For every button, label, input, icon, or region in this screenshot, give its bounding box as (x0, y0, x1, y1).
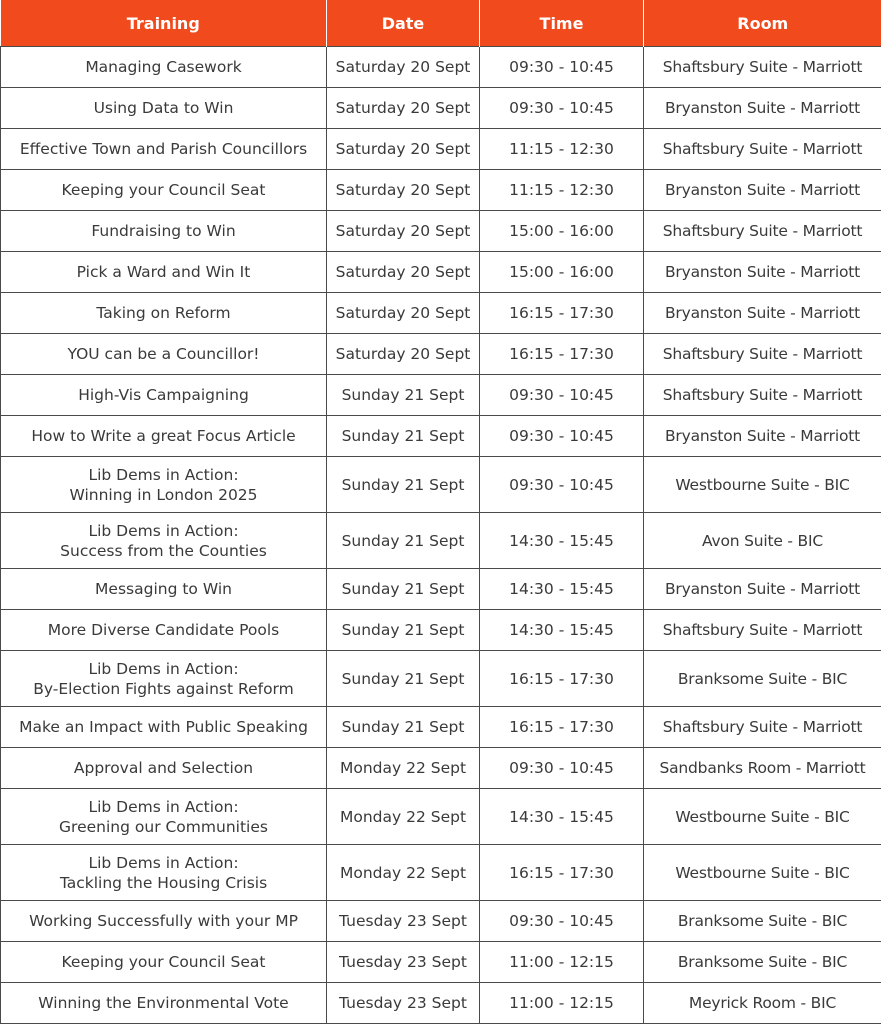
time-cell: 09:30 - 10:45 (480, 375, 644, 416)
time-cell: 16:15 - 17:30 (480, 707, 644, 748)
room-cell: Shaftsbury Suite - Marriott (644, 375, 881, 416)
training-title-line: Lib Dems in Action: (88, 853, 239, 872)
training-title-line: Working Successfully with your MP (29, 912, 298, 930)
date-cell: Tuesday 23 Sept (327, 901, 480, 942)
date-cell: Monday 22 Sept (327, 789, 480, 845)
training-title-line: Pick a Ward and Win It (76, 263, 251, 281)
room-cell: Bryanston Suite - Marriott (644, 416, 881, 457)
table-row (1, 211, 881, 252)
header-date: Date (327, 0, 480, 47)
room-cell: Avon Suite - BIC (644, 513, 881, 569)
room-cell: Westbourne Suite - BIC (644, 789, 881, 845)
training-cell (1, 211, 327, 252)
training-title-line: YOU can be a Councillor! (67, 345, 260, 363)
table-row (1, 47, 881, 88)
training-cell (1, 983, 327, 1024)
training-title-line: Lib Dems in Action: (88, 659, 239, 678)
training-cell (1, 901, 327, 942)
training-cell (1, 942, 327, 983)
date-cell: Saturday 20 Sept (327, 47, 480, 88)
room-cell: Westbourne Suite - BIC (644, 845, 881, 901)
table-row (1, 334, 881, 375)
training-title-line: Success from the Counties (60, 541, 267, 560)
time-cell: 14:30 - 15:45 (480, 789, 644, 845)
training-cell (1, 651, 327, 707)
table-row (1, 457, 881, 513)
room-cell: Bryanston Suite - Marriott (644, 569, 881, 610)
header-row (1, 0, 881, 47)
date-cell: Sunday 21 Sept (327, 610, 480, 651)
time-cell: 11:15 - 12:30 (480, 170, 644, 211)
date-cell: Saturday 20 Sept (327, 129, 480, 170)
room-cell: Branksome Suite - BIC (644, 901, 881, 942)
date-cell: Saturday 20 Sept (327, 88, 480, 129)
table-row (1, 416, 881, 457)
training-cell (1, 47, 327, 88)
time-cell: 16:15 - 17:30 (480, 334, 644, 375)
training-title-line: Winning the Environmental Vote (38, 994, 289, 1012)
table-row (1, 252, 881, 293)
table-row (1, 845, 881, 901)
room-cell: Branksome Suite - BIC (644, 942, 881, 983)
training-title-line: How to Write a great Focus Article (31, 427, 296, 445)
training-cell (1, 88, 327, 129)
date-cell: Sunday 21 Sept (327, 651, 480, 707)
training-cell (1, 375, 327, 416)
time-cell: 09:30 - 10:45 (480, 47, 644, 88)
header-time: Time (480, 0, 644, 47)
training-cell (1, 789, 327, 845)
table-row (1, 293, 881, 334)
training-title-line: Greening our Communities (59, 817, 268, 836)
date-cell: Saturday 20 Sept (327, 252, 480, 293)
room-cell: Meyrick Room - BIC (644, 983, 881, 1024)
training-title-line: Winning in London 2025 (69, 485, 258, 504)
training-cell (1, 457, 327, 513)
date-cell: Sunday 21 Sept (327, 457, 480, 513)
date-cell: Saturday 20 Sept (327, 211, 480, 252)
training-cell (1, 334, 327, 375)
room-cell: Bryanston Suite - Marriott (644, 293, 881, 334)
room-cell: Shaftsbury Suite - Marriott (644, 47, 881, 88)
room-cell: Shaftsbury Suite - Marriott (644, 610, 881, 651)
room-cell: Shaftsbury Suite - Marriott (644, 211, 881, 252)
training-cell (1, 845, 327, 901)
time-cell: 15:00 - 16:00 (480, 252, 644, 293)
training-cell (1, 610, 327, 651)
table-row (1, 707, 881, 748)
time-cell: 09:30 - 10:45 (480, 416, 644, 457)
time-cell: 16:15 - 17:30 (480, 651, 644, 707)
table-row (1, 610, 881, 651)
table-row (1, 901, 881, 942)
training-title-line: Make an Impact with Public Speaking (19, 718, 308, 736)
training-title-line: By-Election Fights against Reform (33, 679, 294, 698)
training-title-line: Tackling the Housing Crisis (59, 873, 268, 892)
table-row (1, 942, 881, 983)
date-cell: Sunday 21 Sept (327, 569, 480, 610)
date-cell: Saturday 20 Sept (327, 170, 480, 211)
date-cell: Monday 22 Sept (327, 748, 480, 789)
room-cell: Bryanston Suite - Marriott (644, 88, 881, 129)
training-title-line: Keeping your Council Seat (61, 181, 266, 199)
date-cell: Tuesday 23 Sept (327, 983, 480, 1024)
table-row (1, 983, 881, 1024)
time-cell: 09:30 - 10:45 (480, 901, 644, 942)
header-room: Room (644, 0, 881, 47)
date-cell: Sunday 21 Sept (327, 707, 480, 748)
training-title-line: Fundraising to Win (91, 222, 236, 240)
date-cell: Saturday 20 Sept (327, 334, 480, 375)
time-cell: 11:15 - 12:30 (480, 129, 644, 170)
table-row (1, 789, 881, 845)
time-cell: 11:00 - 12:15 (480, 942, 644, 983)
training-cell (1, 293, 327, 334)
time-cell: 16:15 - 17:30 (480, 845, 644, 901)
table-row (1, 129, 881, 170)
training-cell (1, 416, 327, 457)
training-cell (1, 252, 327, 293)
training-cell (1, 513, 327, 569)
room-cell: Westbourne Suite - BIC (644, 457, 881, 513)
time-cell: 14:30 - 15:45 (480, 610, 644, 651)
training-title-line: Messaging to Win (95, 580, 232, 598)
room-cell: Shaftsbury Suite - Marriott (644, 334, 881, 375)
room-cell: Branksome Suite - BIC (644, 651, 881, 707)
training-cell (1, 569, 327, 610)
time-cell: 09:30 - 10:45 (480, 88, 644, 129)
training-title-line: Managing Casework (85, 58, 242, 76)
date-cell: Tuesday 23 Sept (327, 942, 480, 983)
table-row (1, 569, 881, 610)
training-title-line: High-Vis Campaigning (78, 386, 249, 404)
training-title-line: Lib Dems in Action: (88, 797, 239, 816)
table-row (1, 651, 881, 707)
training-title-line: Approval and Selection (73, 759, 254, 777)
training-title-line: Lib Dems in Action: (88, 521, 239, 540)
time-cell: 11:00 - 12:15 (480, 983, 644, 1024)
table-row (1, 375, 881, 416)
room-cell: Bryanston Suite - Marriott (644, 170, 881, 211)
time-cell: 14:30 - 15:45 (480, 569, 644, 610)
training-title-line: Using Data to Win (93, 99, 234, 117)
table-row (1, 748, 881, 789)
time-cell: 16:15 - 17:30 (480, 293, 644, 334)
room-cell: Shaftsbury Suite - Marriott (644, 129, 881, 170)
training-title-line: Lib Dems in Action: (88, 465, 239, 484)
training-cell (1, 748, 327, 789)
time-cell: 09:30 - 10:45 (480, 457, 644, 513)
header-training: Training (1, 0, 327, 47)
date-cell: Monday 22 Sept (327, 845, 480, 901)
table-row (1, 88, 881, 129)
room-cell: Sandbanks Room - Marriott (644, 748, 881, 789)
training-cell (1, 170, 327, 211)
training-title-line: Keeping your Council Seat (61, 953, 266, 971)
training-cell (1, 129, 327, 170)
date-cell: Sunday 21 Sept (327, 375, 480, 416)
table-row (1, 170, 881, 211)
date-cell: Sunday 21 Sept (327, 513, 480, 569)
table-row (1, 513, 881, 569)
time-cell: 15:00 - 16:00 (480, 211, 644, 252)
room-cell: Shaftsbury Suite - Marriott (644, 707, 881, 748)
room-cell: Bryanston Suite - Marriott (644, 252, 881, 293)
training-title-line: Effective Town and Parish Councillors (19, 140, 308, 158)
date-cell: Saturday 20 Sept (327, 293, 480, 334)
training-cell (1, 707, 327, 748)
time-cell: 14:30 - 15:45 (480, 513, 644, 569)
time-cell: 09:30 - 10:45 (480, 748, 644, 789)
training-title-line: More Diverse Candidate Pools (47, 621, 280, 639)
date-cell: Sunday 21 Sept (327, 416, 480, 457)
training-title-line: Taking on Reform (96, 304, 231, 322)
